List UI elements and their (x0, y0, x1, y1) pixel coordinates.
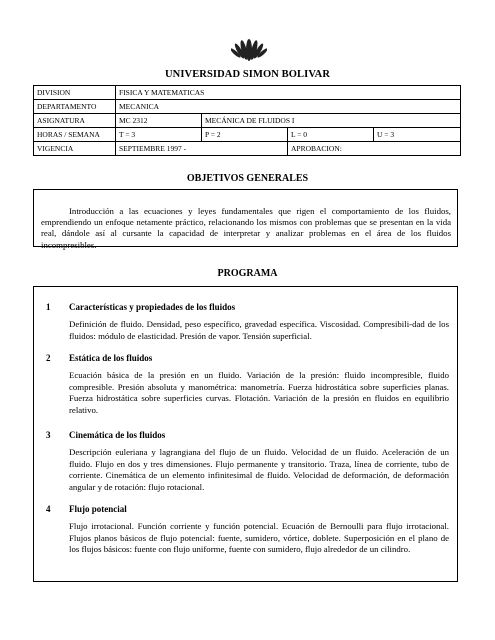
subject-label: ASIGNATURA (34, 114, 116, 128)
division-row (34, 86, 461, 100)
topic-number: 1 (46, 302, 51, 312)
objectives-title: OBJETIVOS GENERALES (186, 173, 309, 184)
topic-title: Cinemática de los fluidos (69, 430, 166, 440)
department-value: MECANICA (116, 100, 461, 114)
hours-lab: L = 0 (288, 128, 374, 142)
topic-title: Flujo potencial (69, 504, 127, 514)
topic-description: Ecuación básica de la presión en un fluido. Variación de la presión: fluido incompresible, fluido compresible. Presión absoluta y manométrica: manometría. Fuerza hidrostática sobre superficies planas. Fuerza hidrostática sobre superficies curvas. Flotación. Variación de la presión en fluidos en equilibrio relativo. (69, 370, 449, 415)
subject-code: MC 2312 (116, 114, 202, 128)
credit-units: U = 3 (374, 128, 461, 142)
department-label: DEPARTAMENTO (34, 100, 116, 114)
topic-title: Características y propiedades de los fluidos (69, 302, 236, 312)
topic-number: 3 (46, 430, 51, 440)
objectives-text: Introducción a las ecuaciones y leyes fundamentales que rigen el comportamiento de los fluidos, emprendiendo un enfoque netamente práctico, relacionando los mismos con problemas que se presentan en la vida real, dándole así al cursante la capacidad de interpretar y analizar problemas en el área de los fluidos incompresibles. (41, 206, 451, 250)
validity-row (34, 142, 461, 156)
topic-title: Estática de los fluidos (69, 353, 153, 363)
hours-practice: P = 2 (202, 128, 288, 142)
course-info-table (33, 85, 461, 156)
subject-row (34, 114, 461, 128)
objectives-box (33, 189, 458, 250)
hours-row (34, 128, 461, 142)
topic-number: 4 (46, 504, 51, 514)
validity-label: VIGENCIA (34, 142, 116, 156)
program-box (33, 286, 458, 582)
topic-description: Flujo irrotacional. Función corriente y función potencial. Ecuación de Bernoulli para flujo irrotacional. Flujos planos básicos de flujo potencial: fuente, sumidero, vórtice, doblete. Superposición en el plano de los flujos básicos: fuente con flujo uniforme, fuente con sumidero, flujo alrededor de un cilindro. (69, 521, 449, 555)
approval-label: APROBACION: (288, 142, 461, 156)
subject-name: MECÁNICA DE FLUIDOS I (202, 114, 461, 128)
department-row (34, 100, 461, 114)
division-label: DIVISION (34, 86, 116, 100)
division-value: FISICA Y MATEMATICAS (116, 86, 461, 100)
topic-number: 2 (46, 353, 51, 363)
topic-description: Descripción euleriana y lagrangiana del flujo de un fluido. Velocidad de un fluido. Aceleración de un fluido. Flujo en dos y tres dimensiones. Flujo permanente y transitorio. Traza, línea de corriente, tubo de corriente. Cinemática de un elemento infinitesimal de fluido. Velocidad de deformación, de deformación angular y de rotación: flujo rotacional. (69, 447, 449, 492)
hours-label: HORAS / SEMANA (34, 128, 116, 142)
topic-description: Definición de fluido. Densidad, peso específico, gravedad específica. Viscosidad. Compresibili-dad de los fluidos: módulo de elasticidad. Presión de vapor. Tensión superficial. (69, 319, 449, 341)
university-logo-icon (231, 36, 267, 64)
university-name: UNIVERSIDAD SIMON BOLIVAR (164, 69, 331, 80)
validity-value: SEPTIEMBRE 1997 - (116, 142, 288, 156)
program-title: PROGRAMA (217, 268, 278, 279)
hours-theory: T = 3 (116, 128, 202, 142)
